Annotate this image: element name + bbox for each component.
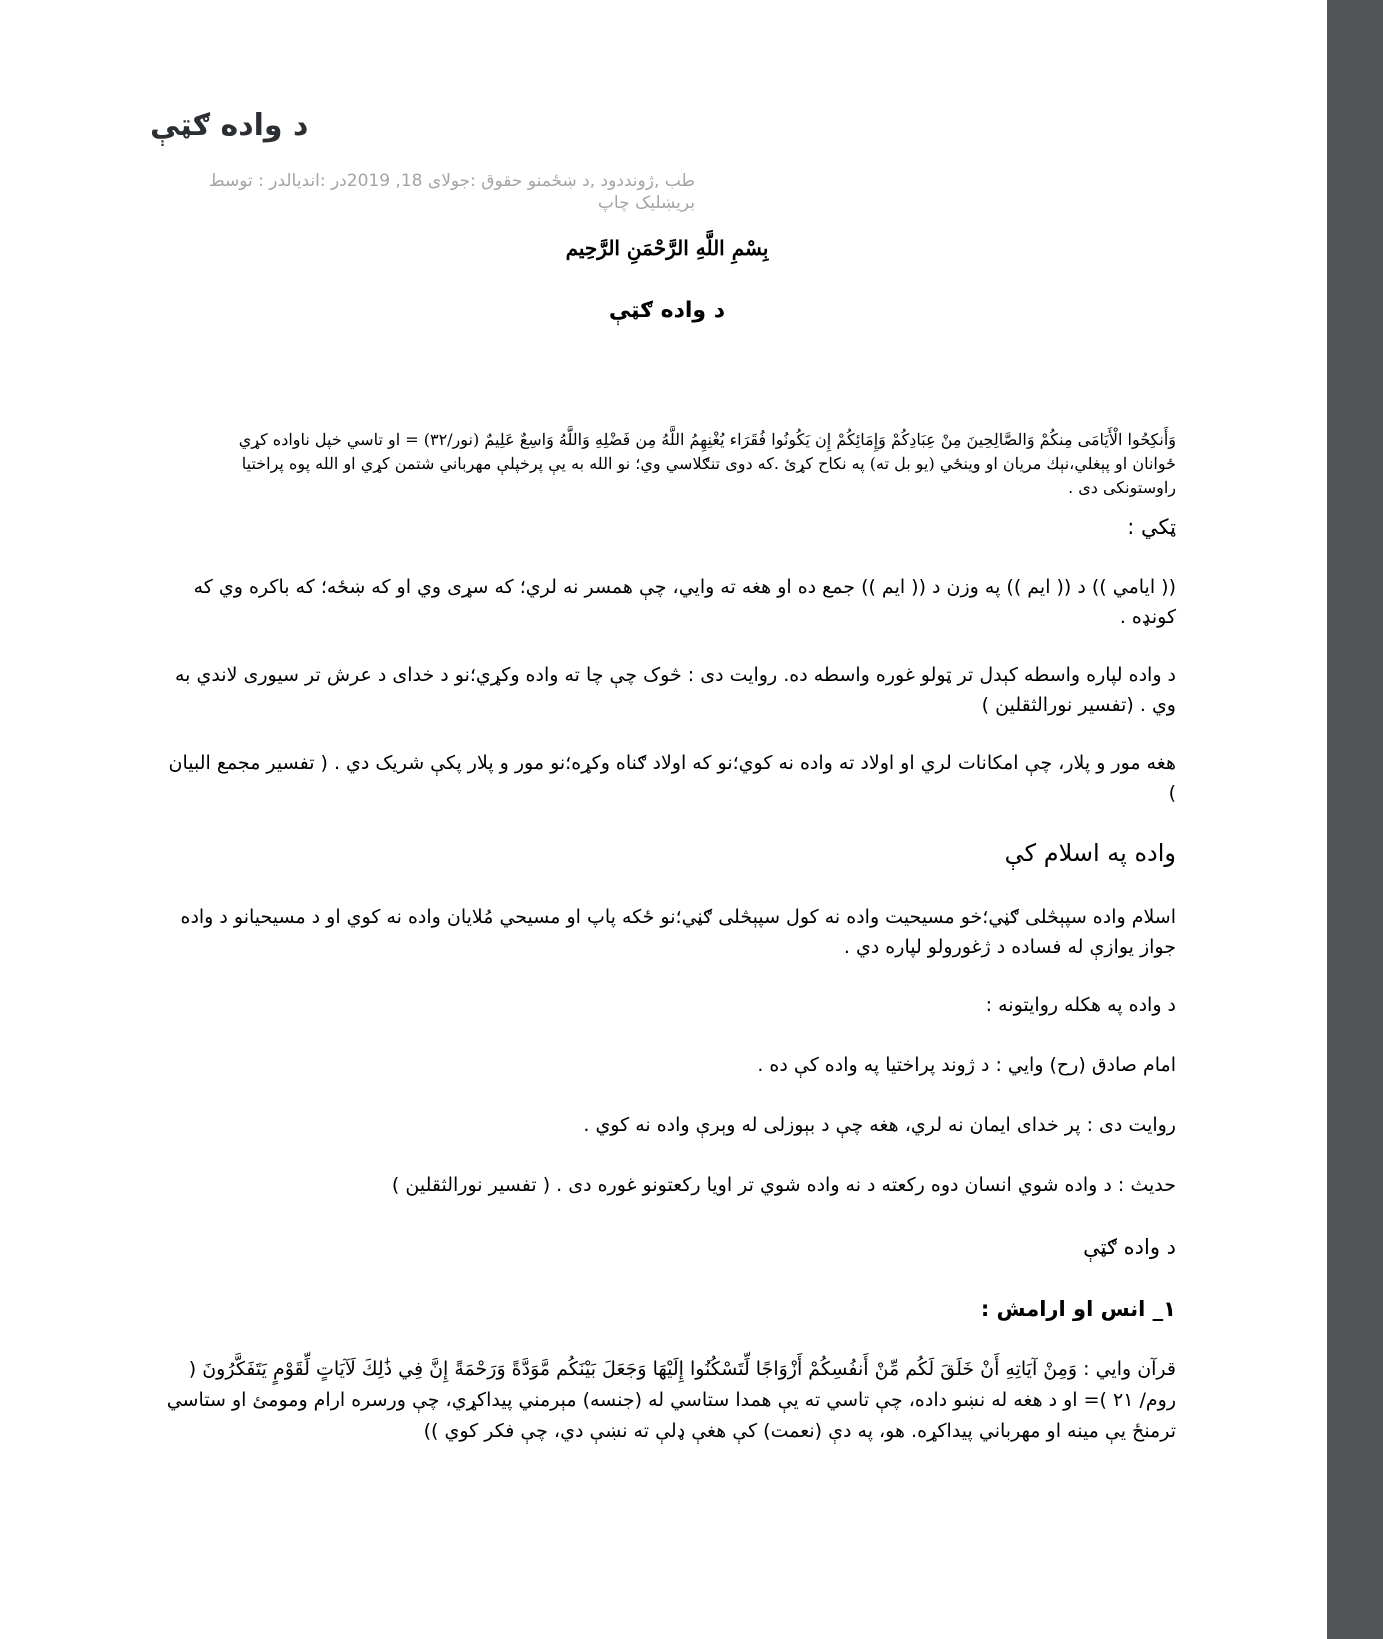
paragraph-2: د واده لپاره واسطه کېدل تر ټولو غوره واسطه ده. روايت دی : څوک چې چا ته واده وکړي؛نو د خدای د عرش تر سيوری لاندي به وي . (تفسير نورالثقلين ) <box>174 664 1176 716</box>
paragraph-5: د واده په هکله روايتونه : <box>985 994 1176 1016</box>
subsection-heading-1: ۱_ انس او ارامش : <box>980 1297 1176 1321</box>
paragraph-3: هغه مور و پلار، چې امکانات لري او اولاد ته واده نه کوي؛نو که اولاد ګناه وکړه؛نو مور و پلار پکې شريک دي . ( تفسير مجمع البيان ) <box>168 752 1176 804</box>
paragraph-1: (( ايامي )) د (( ايم )) په وزن د (( ايم )) جمع ده او هغه ته وايي، چې همسر نه لري؛ که سړی وي او که ښځه؛ که باکره وي که کونډه . <box>193 576 1176 628</box>
article-heading: د واده ګټې <box>608 298 726 323</box>
paragraph-9: قرآن وايي : وَمِنْ آيَاتِهِ أَنْ خَلَقَ لَكُم مِّنْ أَنفُسِكُمْ أَزْوَاجًا لِّتَسْكُنُوا إِلَيْهَا وَجَعَلَ بَيْنَكُم مَّوَدَّةً وَرَحْمَةً إِنَّ فِي ذَٰلِكَ لَآيَاتٍ لِّقَوْمٍ يَتَفَكَّرُونَ ( روم/ ۲۱ )= او د هغه له نښو داده، چې تاسي ته يې همدا ستاسي له (جنسه) مېرمني پيداکړي، چې ورسره ارام ومومئ او ستاسي ترمنځ يې مينه او مهرباني پيداکړه. هو، په دې (نعمت) کې هغې ډلې ته نښې دي، چې فکر کوي )) <box>166 1358 1176 1442</box>
section-heading-islam: واده په اسلام کې <box>1004 839 1176 867</box>
basmala: بِسْمِ اللَّهِ الرَّحْمَنِ الرَّحِيم <box>565 236 769 260</box>
notes-label: ټکي : <box>1127 515 1176 539</box>
paragraph-8: حديث : د واده شوي انسان دوه رکعته د نه واده شوي تر اويا رکعتونو غوره دی . ( تفسير نورالثقلين ) <box>391 1174 1176 1196</box>
paragraph-6: امام صادق (رح) وايي : د ژوند پراختيا په واده کې ده . <box>757 1054 1176 1076</box>
section-heading-benefits: د واده ګټې <box>1083 1235 1176 1259</box>
paragraph-7: روايت دی : پر خدای ايمان نه لري، هغه چې د بېوزلی له وېرې واده نه کوي . <box>583 1114 1176 1136</box>
post-meta: طب ,ژونددود ,د ښځمنو حقوق :جولاى 18, 2019در :انديالدر : توسط بريښليک چاپ <box>208 171 695 213</box>
verse-paragraph: وَأَنكِحُوا الْأَيَامَى مِنكُمْ وَالصَّالِحِينَ مِنْ عِبَادِكُمْ وَإِمَائِكُمْ إِن يَكُونُوا فُقَرَاء يُغْنِهِمُ اللَّهُ مِن فَضْلِهِ وَاللَّهُ وَاسِعٌ عَلِيمٌ (نور/۳۲) = او تاسي خپل ناواده کړي ځوانان او پېغلي،نېك مريان او وينځي (يو بل ته) په نکاح کړئ .که دوی تنګلاسي وي؛ نو الله به يې پرخپلې مهرباني شتمن کړي او الله پوه پراختيا راوستونکی دی . <box>238 430 1176 497</box>
viewer-side-panel <box>1327 0 1383 1639</box>
post-title: د واده ګټې <box>150 108 309 143</box>
paragraph-4: اسلام واده سپېڅلی ګڼي؛خو مسيحيت واده نه کول سپېڅلی ګڼي؛نو ځکه پاپ او مسيحي مُلايان واده نه کوي او د مسيحيانو د واده جواز يوازې له فساده د ژغورولو لپاره دي . <box>180 906 1176 958</box>
